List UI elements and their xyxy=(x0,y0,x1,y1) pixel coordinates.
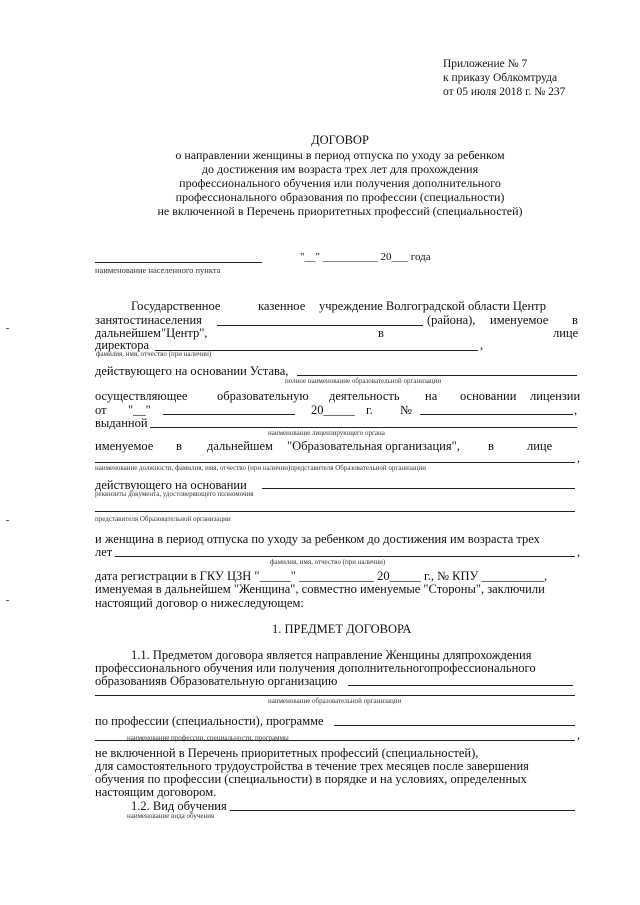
text-word: лет xyxy=(95,545,113,559)
field-caption: представителя Образовательной организации xyxy=(95,515,231,523)
text-word: осуществляющее xyxy=(95,389,188,403)
title-line: о направлении женщины в период отпуска по уходу за ребенком xyxy=(175,148,505,162)
text-line: образованияв Образовательную организацию xyxy=(95,674,338,688)
title-main: ДОГОВОР xyxy=(311,133,369,147)
margin-mark xyxy=(6,520,9,521)
text-word: лицензии xyxy=(530,389,581,403)
text-word: г. xyxy=(366,403,373,417)
text-word: № xyxy=(400,403,412,417)
field-caption: наименование образовательной организации xyxy=(268,697,402,705)
text-word: деятельность xyxy=(329,389,400,403)
margin-mark xyxy=(6,328,9,329)
text-line: по профессии (специальности), программе xyxy=(95,714,324,728)
representative-field[interactable] xyxy=(95,462,575,463)
profession-field[interactable] xyxy=(334,725,575,726)
text-word: выданной xyxy=(95,416,148,430)
text-word: дальнейшем xyxy=(207,439,273,453)
text-word: директора xyxy=(95,338,150,352)
text-word: образовательную xyxy=(217,389,309,403)
text-word: в xyxy=(572,313,578,327)
text-word: , xyxy=(480,338,484,352)
text-word: в xyxy=(378,326,384,340)
text-word: , xyxy=(577,545,581,559)
text-word: , xyxy=(574,403,578,417)
training-type-field[interactable] xyxy=(230,810,575,811)
place-field[interactable] xyxy=(95,262,262,263)
text-word: именуемое xyxy=(95,439,154,453)
text-line: настоящий договор о нижеследующем: xyxy=(95,596,304,610)
field-caption: наименование вида обучения xyxy=(127,812,215,820)
margin-mark xyxy=(6,600,9,601)
text-word: дальнейшем"Центр", xyxy=(95,326,208,340)
text-line: не включенной в Перечень приоритетных профессий (специальностей), xyxy=(95,746,479,760)
place-caption: наименование населенного пункта xyxy=(95,265,221,275)
text-word: на xyxy=(425,389,438,403)
text-word: , xyxy=(577,728,581,742)
center-name-field[interactable] xyxy=(217,325,423,326)
text-word: Государственное xyxy=(131,299,221,313)
title-line: не включенной в Перечень приоритетных профессий (специальностей) xyxy=(157,204,523,218)
text-line: именуемая в дальнейшем "Женщина", совместно именуемые "Стороны", заключили xyxy=(95,582,545,596)
education-org-field[interactable] xyxy=(348,685,573,686)
authority-document-field[interactable] xyxy=(262,488,575,489)
text-word: казенное xyxy=(258,299,306,313)
text-line: 1.2. Вид обучения xyxy=(131,799,227,813)
contract-date: "__" __________ 20___ года xyxy=(300,251,431,263)
field-caption: полное наименование образовательной организации xyxy=(285,377,442,385)
text-word: , xyxy=(577,451,581,465)
text-line: дата регистрации в ГКУ ЦЗН "_____" ____________ 20_____ г., № КПУ __________, xyxy=(95,569,548,583)
org-name-field[interactable] xyxy=(297,375,577,376)
text-word: занятостинаселения xyxy=(95,313,202,327)
field-caption: наименование профессии, специальности, программы xyxy=(127,734,289,742)
authority-document-field-2[interactable] xyxy=(95,511,575,512)
text-word: в xyxy=(488,439,494,453)
title-line: до достижения им возраста трех лет для прохождения xyxy=(201,162,479,176)
license-date-field[interactable] xyxy=(163,414,295,415)
appendix-line: от 05 июля 2018 г. № 237 xyxy=(443,86,566,98)
text-word: в xyxy=(176,439,182,453)
field-caption: наименование лицензирующего органа xyxy=(268,429,385,437)
appendix-line: Приложение № 7 xyxy=(443,58,528,70)
text-word: лице xyxy=(553,326,579,340)
text-line: 1.1. Предметом договора является направление Женщины дляпрохождения xyxy=(131,648,532,662)
text-word: (района), xyxy=(427,313,476,327)
license-authority-field[interactable] xyxy=(150,427,577,428)
text-word: действующего на основании Устава, xyxy=(95,364,289,378)
text-line: для самостоятельного трудоустройства в течение трех месяцев после завершения xyxy=(95,759,529,773)
title-line: профессионального образования по профессии (специальности) xyxy=(175,190,505,204)
text-line: профессионального обучения или получения дополнительногопрофессионального xyxy=(95,661,536,675)
field-caption: фамилия, имя, отчество (при наличии) xyxy=(96,350,212,358)
field-caption: реквизиты документа, удостоверяющего полномочия xyxy=(95,490,254,498)
text-word: "Образовательная организация", xyxy=(287,439,460,453)
field-caption: наименование должности, фамилия, имя, отчество (при наличии)представителя Образовательной организации xyxy=(95,464,426,472)
text-line: обучения по профессии (специальности) в порядке и на условиях, определенных xyxy=(95,772,527,786)
text-word: "__" xyxy=(128,403,151,417)
title-line: профессионального обучения или получения дополнительного xyxy=(179,176,501,190)
text-word: основании xyxy=(460,389,517,403)
woman-name-field[interactable] xyxy=(115,556,575,557)
text-line: и женщина в период отпуска по уходу за ребенком до достижения им возраста трех xyxy=(95,532,540,546)
field-caption: фамилия, имя, отчество (при наличии) xyxy=(270,558,386,566)
appendix-line: к приказу Облкомтруда xyxy=(443,72,558,84)
text-word: лице xyxy=(527,439,553,453)
text-word: именуемое xyxy=(490,313,549,327)
text-word: от xyxy=(95,403,107,417)
text-word: действующего на основании xyxy=(95,478,247,492)
text-line: настоящим договором. xyxy=(95,785,217,799)
license-number-field[interactable] xyxy=(420,414,573,415)
education-org-field-2[interactable] xyxy=(95,695,575,696)
section-heading: 1. ПРЕДМЕТ ДОГОВОРА xyxy=(272,622,412,636)
text-word: 20_____ xyxy=(311,403,355,417)
text-word: учреждение Волгоградской области Центр xyxy=(319,299,547,313)
